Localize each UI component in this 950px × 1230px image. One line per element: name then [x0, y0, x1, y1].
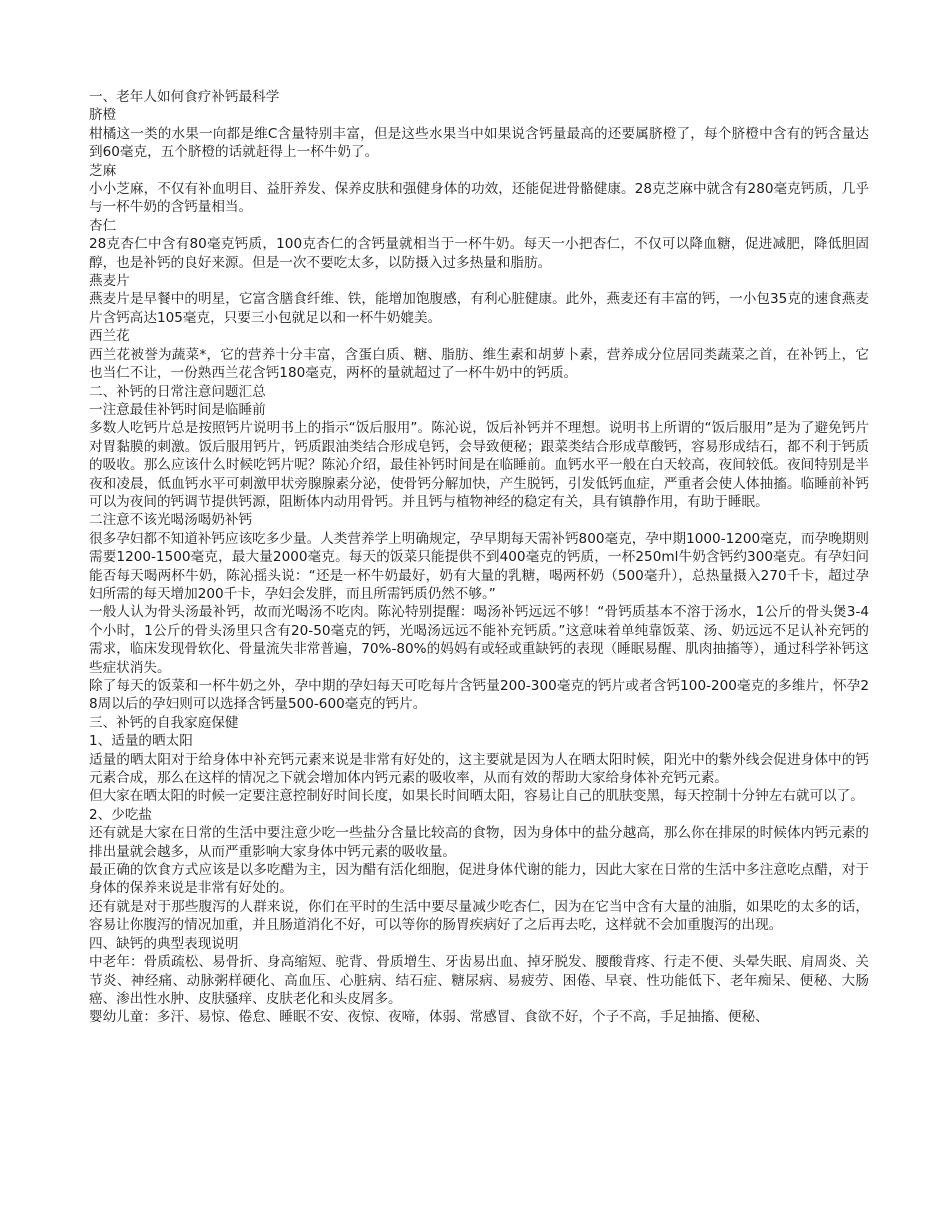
- body-paragraph: 最正确的饮食方式应该是以多吃醋为主，因为醋有活化细胞，促进身体代谢的能力，因此大家在日常的生活中多注意吃点醋，对于身体的保养来说是非常有好处的。: [89, 862, 869, 897]
- body-paragraph: 一般人认为骨头汤最补钙，故而光喝汤不吃肉。陈沁特别提醒：喝汤补钙远远不够！“骨钙质基本不溶于汤水，1公斤的骨头煲3-4个小时，1公斤的骨头汤里只含有20-50毫克的钙，光喝汤远远不能补充钙质。”这意味着单纯靠饭菜、汤、奶远远不足认补充钙的需求，临床发现骨软化、骨量流失非常普遍，70%-80%的妈妈有或轻或重缺钙的表现（睡眠易醒、肌肉抽搐等），通过科学补钙这些症状消失。: [89, 604, 869, 676]
- body-paragraph: 燕麦片是早餐中的明星，它富含膳食纤维、铁，能增加饱腹感，有利心脏健康。此外，燕麦还有丰富的钙，一小包35克的速食燕麦片含钙高达105毫克，只要三小包就足以和一杯牛奶媲美。: [89, 291, 869, 326]
- document-body: [89, 88, 869, 1027]
- item-heading: 1、适量的晒太阳: [89, 733, 193, 750]
- body-paragraph: 除了每天的饭菜和一杯牛奶之外，孕中期的孕妇每天可吃每片含钙量200-300毫克的钙片或者含钙100-200毫克的多维片，怀孕28周以后的孕妇则可以选择含钙量500-600毫克的钙片。: [89, 678, 869, 713]
- item-heading: 二注意不该光喝汤喝奶补钙: [89, 512, 253, 529]
- section-heading: 三、补钙的自我家庭保健: [89, 714, 239, 731]
- item-heading: 一注意最佳补钙时间是临睡前: [89, 401, 266, 418]
- body-paragraph: 中老年：骨质疏松、易骨折、身高缩短、驼背、骨质增生、牙齿易出血、掉牙脱发、腰酸背疼、行走不便、头晕失眠、肩周炎、关节炎、神经痛、动脉粥样硬化、高血压、心脏病、结石症、糖尿病、易疲劳、困倦、早衰、性功能低下、老年痴呆、便秘、大肠癌、渗出性水肿、皮肤骚痒、皮肤老化和头皮屑多。: [89, 954, 869, 1007]
- item-heading: 脐橙: [89, 107, 117, 124]
- body-paragraph: 还有就是大家在日常的生活中要注意少吃一些盐分含量比较高的食物，因为身体中的盐分越高，那么你在排尿的时候体内钙元素的排出量就会越多，从而严重影响大家身体中钙元素的吸收量。: [89, 825, 869, 860]
- body-paragraph: 很多孕妇都不知道补钙应该吃多少量。人类营养学上明确规定，孕早期每天需补钙800毫克，孕中期1000-1200毫克，而孕晚期则需要1200-1500毫克，最大量2000毫克。每天的饭菜只能提供不到400毫克的钙质，一杯250ml牛奶含钙约300毫克。有孕妇问能否每天喝两杯牛奶，陈沁摇头说：“还是一杯牛奶最好，奶有大量的乳糖，喝两杯奶（500毫升），总热量摄入270千卡，超过孕妇所需的每天增加200千卡，孕妇会发胖，而且所需钙质仍然不够。”: [89, 530, 869, 602]
- body-paragraph: 28克杏仁中含有80毫克钙质，100克杏仁的含钙量就相当于一杯牛奶。每天一小把杏仁，不仅可以降血糖，促进减肥，降低胆固醇，也是补钙的良好来源。但是一次不要吃太多，以防摄入过多热量和脂肪。: [89, 236, 869, 271]
- section-heading: 二、补钙的日常注意问题汇总: [89, 383, 266, 400]
- body-paragraph: 还有就是对于那些腹泻的人群来说，你们在平时的生活中要尽量减少吃杏仁，因为在它当中含有大量的油脂，如果吃的太多的话，容易让你腹泻的情况加重，并且肠道消化不好，可以等你的肠胃疾病好了之后再去吃，这样就不会加重腹泻的出现。: [89, 898, 869, 934]
- section-heading: 一、老年人如何食疗补钙最科学: [89, 89, 280, 105]
- body-paragraph: 多数人吃钙片总是按照钙片说明书上的指示“饭后服用”。陈沁说，饭后补钙并不理想。说明书上所谓的“饭后服用”是为了避免钙片对胃黏膜的刺激。饭后服用钙片，钙质跟油类结合形成皂钙，会导致便秘；跟菜类结合形成草酸钙，容易形成结石，都不利于钙质的吸收。那么应该什么时候吃钙片呢？陈沁介绍，最佳补钙时间是在临睡前。血钙水平一般在白天较高，夜间较低。夜间特别是半夜和凌晨，低血钙水平可刺激甲状旁腺腺素分泌，使骨钙分解加快，产生脱钙，引发低钙血症，严重者会使人体抽搐。临睡前补钙可以为夜间的钙调节提供钙源，阻断体内动用骨钙。并且钙与植物神经的稳定有关，具有镇静作用，有助于睡眠。: [89, 420, 869, 510]
- body-paragraph: 柑橘这一类的水果一向都是维C含量特别丰富，但是这些水果当中如果说含钙量最高的还要属脐橙了，每个脐橙中含有的钙含量达到60毫克，五个脐橙的话就赶得上一杯牛奶了。: [89, 125, 869, 161]
- item-heading: 芝麻: [89, 162, 117, 179]
- body-paragraph: 适量的晒太阳对于给身体中补充钙元素来说是非常有好处的，这主要就是因为人在晒太阳时候，阳光中的紫外线会促进身体中的钙元素合成，那么在这样的情况之下就会增加体内钙元素的吸收率，从而有效的帮助大家给身体补充钙元素。: [89, 751, 869, 787]
- item-heading: 燕麦片: [89, 273, 130, 290]
- body-paragraph: 婴幼儿童：多汗、易惊、倦怠、睡眠不安、夜惊、夜啼，体弱、常感冒、食欲不好，个子不高，手足抽搐、便秘、: [89, 1009, 769, 1026]
- item-heading: 2、少吃盐: [89, 806, 153, 823]
- item-heading: 西兰花: [89, 328, 130, 345]
- body-paragraph: 但大家在晒太阳的时候一定要注意控制好时间长度，如果长时间晒太阳，容易让自己的肌肤变黑，每天控制十分钟左右就可以了。: [89, 788, 864, 805]
- body-paragraph: 小小芝麻，不仅有补血明目、益肝养发、保养皮肤和强健身体的功效，还能促进骨骼健康。28克芝麻中就含有280毫克钙质，几乎与一杯牛奶的含钙量相当。: [89, 181, 869, 216]
- body-paragraph: 西兰花被誉为蔬菜*，它的营养十分丰富，含蛋白质、糖、脂肪、维生素和胡萝卜素，营养成分位居同类蔬菜之首，在补钙上，它也当仁不让，一份熟西兰花含钙180毫克，两杯的量就超过了一杯牛奶中的钙质。: [89, 346, 869, 382]
- item-heading: 杏仁: [89, 217, 117, 234]
- section-heading: 四、缺钙的典型表现说明: [89, 935, 239, 952]
